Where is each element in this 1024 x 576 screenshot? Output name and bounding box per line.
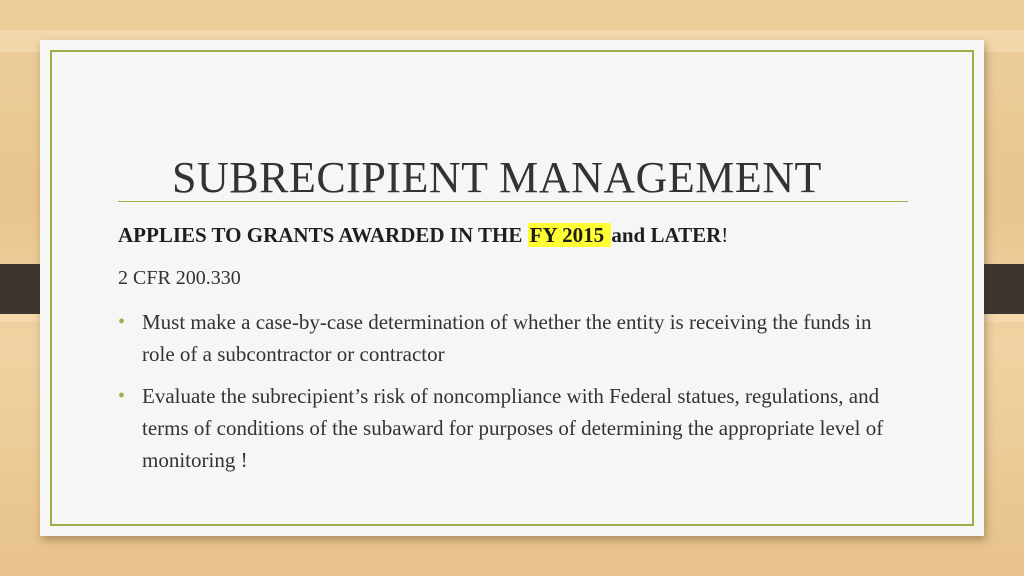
list-item [118, 306, 898, 370]
bullet-text: Must make a case-by-case determination of whether the entity is receiving the funds in role of a subcontractor or contractor [142, 310, 872, 366]
headline-text-end: and LATER [611, 223, 722, 247]
slide-title: SUBRECIPIENT MANAGEMENT [172, 153, 822, 202]
bullet-icon: • [118, 385, 126, 407]
headline-exclamation: ! [721, 223, 729, 247]
headline [118, 223, 728, 248]
slide-card [40, 40, 984, 536]
title-divider [118, 201, 908, 202]
cfr-reference: 2 CFR 200.330 [118, 267, 241, 289]
headline-highlight: FY 2015 [529, 223, 610, 247]
bullet-list [118, 306, 898, 486]
headline-text: APPLIES TO GRANTS AWARDED IN THE [118, 223, 528, 247]
bullet-icon: • [118, 311, 126, 333]
list-item [118, 380, 898, 476]
bullet-text: Evaluate the subrecipient’s risk of noncompliance with Federal statues, regulations, and terms of conditions of the subaward for purposes of determining the appropriate level of monitoring ! [142, 384, 884, 472]
